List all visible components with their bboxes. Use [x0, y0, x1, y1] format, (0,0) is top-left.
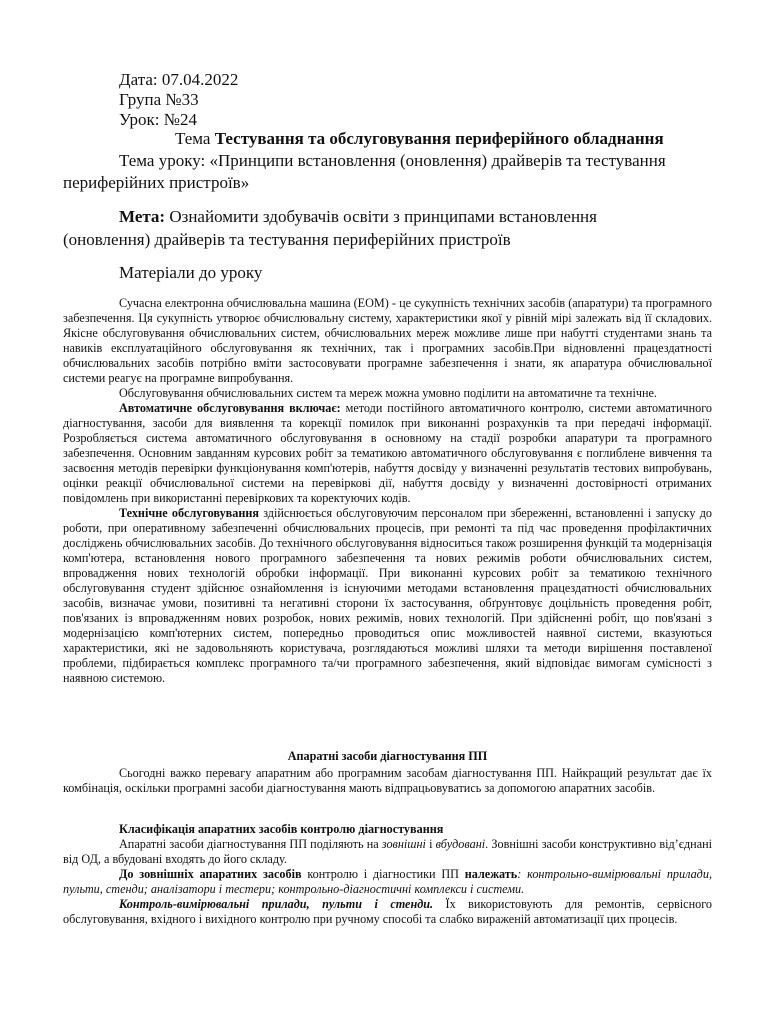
lesson-topic-line1: Тема уроку: «Принципи встановлення (оновлення) драйверів та тестування: [119, 151, 666, 170]
paragraph-automatic-maintenance: Автоматичне обслуговування включає: методи постійного автоматичного контролю, системи автоматичного діагностування, засоби для виявлення та корекції помилок при виконанні розрахунків та при передачі інформації. Розробляється система автоматичного обслуговування в основному на стадії розробки апаратури та програмного забезпечення. Основним завданням курсових робіт за тематикою автоматичного обслуговування є поглиблене вивчення та засвоєння методів перевірки функціонування комп'ютерів, набуття досвіду у визначенні результатів тестових випробувань, оцінки реакції обчислювальної системи на перевіркові дії, набуття досвіду у визначенні достовірності отриманих повідомлень при використанні перевіркових та коректуючих кодів.: [63, 401, 713, 505]
paragraph-instruments: Контроль-вимірювальні прилади, пульти і стенди. Їх використовують для ремонтів, сервісного обслуговування, вхідного і вихідного контролю при ручному способі та слабко вираженій автоматизації цих процесів.: [63, 897, 712, 926]
lesson-topic-line2: периферійних пристроїв»: [63, 173, 250, 192]
topic-heading: [175, 129, 664, 149]
paragraph-computer-system: Сучасна електронна обчислювальна машина (ЕОМ) - це сукупність технічних засобів (апаратури) та програмного забезпечення. Ця сукупність утворює обчислювальну систему, характеристики якої у рівній мірі залежать від її складових. Якісне обслуговування обчислювальних систем, обчислювальних мереж можливе лише при набутті студентами знань та навиків експлуатаційного обслуговування як технічних, так і програмних засобів.При відновленні працездатності обчислювальних засобів потрібно вміти застосовувати програмне забезпечення і знати, як апаратура обчислювальної системи реагує на програмне випробування.: [63, 296, 712, 385]
topic-prefix: Тема: [175, 129, 215, 148]
paragraph-maintenance-types: Обслуговування обчислювальних систем та мереж можна умовно поділити на автоматичне та технічне.: [119, 386, 657, 400]
external-tools-term: До зовнішніх апаратних засобів: [119, 867, 302, 881]
goal-text: Ознайомити здобувачів освіти з принципами встановлення: [165, 207, 597, 226]
classification-block: [63, 822, 712, 927]
classification-heading: Класифікація апаратних засобів контролю діагностування: [119, 822, 444, 836]
lesson-number: Урок: №24: [119, 110, 197, 129]
belong-term: належать: [464, 867, 518, 881]
section-heading: Апаратні засоби діагностування ПП: [287, 749, 488, 763]
paragraph-external-tools: До зовнішніх апаратних засобів контролю і діагностики ПП належать: контрольно-вимірювальні прилади, пульти, стенди; аналізатори і тестери; контрольно-діагностичні комплекси і системи.: [63, 867, 712, 896]
intro-body: [63, 296, 712, 686]
goal-line1: [119, 207, 597, 227]
instruments-term: Контроль-вимірювальні прилади, пульти і стенди.: [119, 897, 434, 911]
external-tools-list: : контрольно-вимірювальні прилади, пульти, стенди; аналізатори і тестери; контрольно-діагностичні комплекси і системи.: [63, 867, 712, 896]
paragraph-technical-maintenance: Технічне обслуговування здійснюється обслуговуючим персоналом при збереженні, встановленні і запуску до роботи, при оперативному забезпеченні обчислювальних процесів, при ремонті та під час проведення профілактичних досліджень обчислювальних засобів. До технічного обслуговування відноситься також розширення функцій та модернізація комп'ютера, встановлення нового програмного забезпечення та нових режимів роботи обчислювальних систем, впровадження нових технологій обробки інформації. При виконанні курсових робіт за тематикою технічного обслуговування студент здійснює ознайомлення із існуючими методами встановлення працездатності обчислювальних засобів, визначає умови, позитивні та негативні сторони їх застосування, обґрунтовує доцільність проведення робіт, пов'язаних із впровадженням нових розробок, нових режимів, нових технологій. При здійсненні робіт, що пов'язані з модернізацією комп'ютерних систем, попередньо проводиться опис можливостей наявної системи, вказуються характеристики, які не задовольняють користувача, розглядаються можливі шляхи та методи вирішення поставленої проблеми, підбирається комплекс програмного та/чи програмного забезпечення, який відповідає вимогам сумісності з наявною системою.: [63, 506, 712, 685]
topic-title: Тестування та обслуговування периферійного обладнання: [214, 129, 664, 148]
automatic-maintenance-term: Автоматичне обслуговування включає:: [119, 401, 341, 415]
technical-maintenance-term: Технічне обслуговування: [119, 506, 259, 520]
section-intro: [63, 766, 712, 796]
group-number: Група №33: [119, 90, 199, 109]
lesson-date: Дата: 07.04.2022: [119, 70, 239, 89]
external-term: зовнішні: [381, 837, 426, 851]
goal-label: Мета:: [119, 207, 166, 226]
paragraph-external-internal: Апаратні засоби діагностування ПП поділяють на зовнішні і вбудовані. Зовнішні засоби конструктивно від’єднані від ОД, а вбудовані входять до його складу.: [63, 837, 713, 866]
goal-line2: (оновлення) драйверів та тестування периферійних пристроїв: [63, 230, 511, 249]
paragraph-diagnostics-comparison: Сьогодні важко перевагу апаратним або програмним засобам діагностування ПП. Найкращий результат дає їх комбінація, оскільки програмні засоби діагностування мають відпрацьовуватись за допомогою апаратних засобів.: [63, 766, 712, 795]
materials-heading: Матеріали до уроку: [119, 263, 263, 282]
embedded-term: вбудовані: [435, 837, 486, 851]
